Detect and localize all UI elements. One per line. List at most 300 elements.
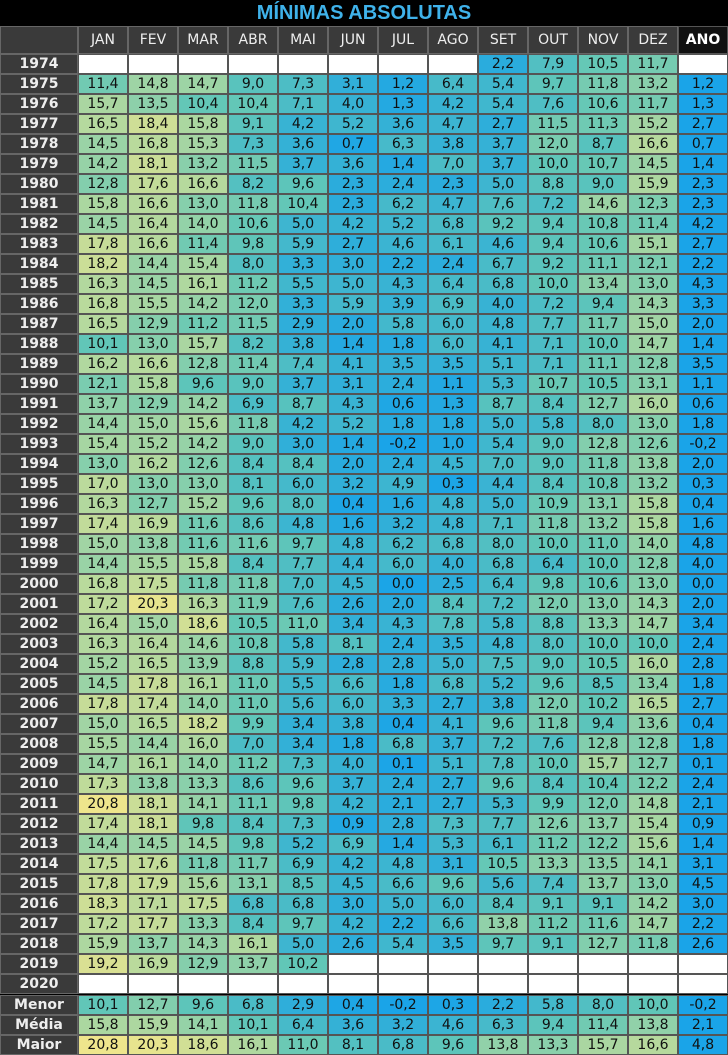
data-cell: 8,0 [528,634,578,654]
data-cell: 11,8 [528,514,578,534]
data-cell: 2,7 [328,234,378,254]
data-cell: 9,0 [578,174,628,194]
data-cell: 6,8 [378,1035,428,1055]
data-cell: 20,3 [128,1035,178,1055]
data-cell: 3,7 [428,734,478,754]
data-cell: 3,5 [378,354,428,374]
data-cell: 6,8 [478,554,528,574]
data-cell: 6,2 [378,534,428,554]
data-cell: 12,7 [578,394,628,414]
annual-min-cell: 3,1 [678,854,728,874]
data-cell: 7,6 [528,94,578,114]
row-1996-label: 1996 [0,494,78,514]
data-cell: 5,4 [478,74,528,94]
data-cell: 13,5 [128,94,178,114]
data-cell: 14,5 [78,674,128,694]
data-cell: 11,8 [228,414,278,434]
data-cell: 13,0 [628,574,678,594]
data-cell: 6,4 [278,1015,328,1035]
data-cell: 2,0 [328,314,378,334]
data-cell: 14,0 [628,534,678,554]
data-cell: 11,0 [228,674,278,694]
annual-min-cell: 1,4 [678,834,728,854]
data-cell: 14,4 [78,834,128,854]
data-cell: 8,8 [528,174,578,194]
data-cell: 10,5 [228,614,278,634]
row-2010-label: 2010 [0,774,78,794]
data-cell: 10,4 [278,194,328,214]
data-cell: 14,2 [78,154,128,174]
row-1994-label: 1994 [0,454,78,474]
data-cell: 15,2 [628,114,678,134]
data-cell: 15,7 [578,754,628,774]
data-cell: 12,7 [628,754,678,774]
data-cell: 10,7 [578,154,628,174]
data-cell: 20,3 [128,594,178,614]
data-cell: 16,5 [128,714,178,734]
data-cell: 1,3 [378,94,428,114]
row-1982-label: 1982 [0,214,78,234]
data-cell: 8,4 [228,554,278,574]
data-cell: 9,1 [528,934,578,954]
data-cell: 14,0 [178,214,228,234]
data-cell: 2,3 [328,174,378,194]
data-cell: 7,5 [478,654,528,674]
data-cell: 17,2 [78,914,128,934]
data-cell: 5,8 [278,634,328,654]
data-cell: 6,9 [228,394,278,414]
row-2016-label: 2016 [0,894,78,914]
data-cell: 8,4 [528,774,578,794]
data-cell: 2,8 [378,654,428,674]
annual-min-cell: 2,2 [678,254,728,274]
data-cell: 15,7 [178,334,228,354]
data-cell: 11,4 [78,74,128,94]
data-cell: 16,1 [228,934,278,954]
data-cell [428,54,478,74]
column-header-ago: AGO [428,26,478,54]
row-1986-label: 1986 [0,294,78,314]
data-cell: 0,4 [328,995,378,1015]
data-cell: 16,4 [78,614,128,634]
data-cell: 6,1 [428,234,478,254]
data-cell: 14,6 [178,634,228,654]
data-cell: 10,0 [628,634,678,654]
data-cell: 7,3 [228,134,278,154]
annual-min-cell: 2,0 [678,594,728,614]
data-cell: 10,0 [578,334,628,354]
annual-min-cell: 1,2 [678,74,728,94]
data-cell: -0,2 [378,434,428,454]
data-cell [78,54,128,74]
data-cell: 10,6 [578,574,628,594]
data-cell: 12,8 [178,354,228,374]
annual-min-cell: 4,2 [678,214,728,234]
data-cell: 6,8 [378,734,428,754]
data-cell: 20,8 [78,794,128,814]
data-cell: 15,8 [628,494,678,514]
data-cell: 11,8 [578,454,628,474]
chart-title: MÍNIMAS ABSOLUTAS [256,2,472,24]
data-cell: 7,7 [278,554,328,574]
data-cell: 16,2 [78,354,128,374]
row-2019-label: 2019 [0,954,78,974]
data-cell: 16,1 [178,274,228,294]
data-cell: 14,2 [178,394,228,414]
data-cell: 7,6 [478,194,528,214]
data-cell: 8,0 [228,254,278,274]
data-cell: 12,8 [628,554,678,574]
data-cell: 7,2 [528,194,578,214]
data-cell: 4,0 [428,554,478,574]
column-header-set: SET [478,26,528,54]
data-cell: 9,8 [528,574,578,594]
stat-maior-label: Maior [0,1035,78,1055]
annual-min-cell: 4,0 [678,554,728,574]
data-cell: 10,0 [528,274,578,294]
data-cell: 1,4 [378,154,428,174]
data-cell: 13,4 [628,674,678,694]
data-cell: 16,2 [128,454,178,474]
data-cell: 3,5 [428,634,478,654]
data-cell: 16,6 [128,194,178,214]
data-cell: 6,0 [378,554,428,574]
data-cell: 17,2 [78,594,128,614]
data-cell: 2,4 [428,254,478,274]
data-cell: 12,7 [128,995,178,1015]
data-cell: 8,1 [228,474,278,494]
data-cell: 14,7 [628,334,678,354]
data-cell: 15,6 [178,414,228,434]
data-cell: 14,5 [128,274,178,294]
annual-min-cell: 0,4 [678,714,728,734]
data-cell: 5,0 [328,274,378,294]
data-cell: 5,2 [328,114,378,134]
column-header-ano: ANO [678,26,728,54]
data-cell: 9,0 [528,654,578,674]
data-cell: 11,1 [578,254,628,274]
data-cell: 6,8 [428,214,478,234]
data-cell: 12,8 [628,354,678,374]
data-cell: 15,9 [128,1015,178,1035]
data-cell: 6,4 [478,574,528,594]
data-cell: 17,7 [128,914,178,934]
data-cell: 15,8 [178,114,228,134]
data-cell: 9,4 [578,294,628,314]
data-cell [578,954,628,974]
annual-min-cell: 2,7 [678,234,728,254]
data-cell: 14,1 [628,854,678,874]
data-cell: 9,1 [528,894,578,914]
data-cell: 5,8 [478,614,528,634]
data-cell: 14,4 [128,734,178,754]
row-2013-label: 2013 [0,834,78,854]
data-cell: 9,8 [278,794,328,814]
data-cell: 7,3 [278,814,328,834]
data-cell: 2,5 [428,574,478,594]
data-cell: 15,1 [628,234,678,254]
data-cell: 10,0 [528,754,578,774]
stat-menor-label: Menor [0,995,78,1015]
data-cell: 11,7 [628,54,678,74]
data-cell: 12,0 [228,294,278,314]
data-cell: 11,2 [528,914,578,934]
data-cell: 10,1 [228,1015,278,1035]
data-cell [478,954,528,974]
data-cell: 14,2 [178,294,228,314]
data-cell: 3,1 [328,74,378,94]
data-cell [628,954,678,974]
column-header-out: OUT [528,26,578,54]
data-cell: 2,3 [428,174,478,194]
data-cell: 12,1 [628,254,678,274]
data-cell: 1,3 [428,394,478,414]
data-cell: 8,7 [578,134,628,154]
data-cell: 13,3 [178,774,228,794]
data-cell: 8,8 [528,614,578,634]
row-2015-label: 2015 [0,874,78,894]
row-1977-label: 1977 [0,114,78,134]
data-cell: 16,3 [78,634,128,654]
annual-min-cell: 2,0 [678,314,728,334]
data-cell: 15,7 [78,94,128,114]
data-cell: 13,1 [228,874,278,894]
data-cell: 11,0 [278,1035,328,1055]
data-cell: 9,4 [528,1015,578,1035]
data-cell: 0,4 [378,714,428,734]
data-cell: 17,4 [128,694,178,714]
data-cell: 19,2 [78,954,128,974]
data-cell: 12,6 [528,814,578,834]
data-cell: 3,7 [278,374,328,394]
data-cell: 4,1 [328,354,378,374]
row-2012-label: 2012 [0,814,78,834]
data-cell: 7,4 [528,874,578,894]
data-cell: 11,2 [228,274,278,294]
data-cell: 10,8 [578,214,628,234]
data-cell: 13,8 [628,454,678,474]
data-cell: 4,8 [278,514,328,534]
data-cell: 10,0 [528,154,578,174]
data-cell: 11,5 [228,314,278,334]
data-cell [478,974,528,994]
data-cell: 16,0 [178,734,228,754]
annual-min-cell: 1,8 [678,734,728,754]
data-cell: 6,3 [378,134,428,154]
data-cell: 16,0 [628,394,678,414]
data-cell: 4,5 [328,574,378,594]
data-cell: 4,2 [328,214,378,234]
data-cell: 15,6 [178,874,228,894]
data-cell: 9,6 [228,494,278,514]
data-cell: 13,6 [628,714,678,734]
data-cell: 7,3 [278,74,328,94]
data-cell: 11,3 [578,114,628,134]
data-cell: 12,0 [528,694,578,714]
data-cell: 14,1 [178,794,228,814]
data-cell: 13,0 [628,414,678,434]
data-cell: 7,1 [478,514,528,534]
data-cell: 2,2 [378,914,428,934]
data-cell: 10,8 [578,474,628,494]
data-cell: 12,2 [628,774,678,794]
data-cell: 15,8 [78,1015,128,1035]
data-cell: 2,0 [378,594,428,614]
data-cell: 2,6 [328,594,378,614]
data-cell: 4,0 [328,754,378,774]
data-cell: 3,2 [328,474,378,494]
row-1985-label: 1985 [0,274,78,294]
data-cell: 4,4 [478,474,528,494]
data-cell: 11,4 [578,1015,628,1035]
data-cell: 3,6 [278,134,328,154]
data-cell: 0,0 [378,574,428,594]
data-cell: 10,0 [628,995,678,1015]
data-cell: 7,2 [478,594,528,614]
data-cell: 5,2 [478,674,528,694]
data-cell: 17,5 [128,574,178,594]
data-cell: 1,2 [378,74,428,94]
data-cell: 3,2 [378,514,428,534]
data-cell: 3,3 [278,294,328,314]
data-cell: 10,7 [528,374,578,394]
data-cell: 2,2 [478,995,528,1015]
data-cell: 5,9 [278,654,328,674]
data-cell: 10,0 [578,634,628,654]
data-cell: 1,8 [428,414,478,434]
data-cell: 14,3 [628,294,678,314]
data-cell: 7,2 [478,734,528,754]
data-cell: 14,7 [628,914,678,934]
row-2009-label: 2009 [0,754,78,774]
data-cell: 6,8 [428,674,478,694]
data-cell: 0,3 [428,995,478,1015]
annual-min-cell: 4,5 [678,874,728,894]
data-cell: 6,9 [328,834,378,854]
data-cell: 2,9 [278,995,328,1015]
data-cell: 10,9 [528,494,578,514]
data-cell: 13,7 [128,934,178,954]
data-cell: 7,0 [228,734,278,754]
data-cell: 2,0 [328,454,378,474]
data-cell: 11,8 [228,194,278,214]
data-cell: 6,8 [428,534,478,554]
column-header-nov: NOV [578,26,628,54]
data-cell: 2,8 [378,814,428,834]
annual-min-cell: 1,6 [678,514,728,534]
annual-min-cell: 2,1 [678,1015,728,1035]
data-cell: 14,2 [628,894,678,914]
data-cell: 3,7 [278,154,328,174]
data-cell: 17,5 [178,894,228,914]
data-cell: 13,3 [528,1035,578,1055]
data-cell: 16,5 [78,314,128,334]
column-header-abr: ABR [228,26,278,54]
data-cell: 2,8 [328,654,378,674]
data-cell: 2,3 [328,194,378,214]
data-cell: 14,5 [128,834,178,854]
data-cell: 12,6 [178,454,228,474]
data-cell: 3,3 [378,694,428,714]
data-cell: 12,7 [578,934,628,954]
data-cell: 3,6 [328,1015,378,1035]
data-cell: 15,6 [628,834,678,854]
data-cell: 8,0 [478,534,528,554]
data-cell: 10,0 [578,554,628,574]
data-cell: 11,2 [178,314,228,334]
annual-min-cell: 0,6 [678,394,728,414]
annual-min-cell: 0,1 [678,754,728,774]
row-1979-label: 1979 [0,154,78,174]
data-cell: 14,1 [178,1015,228,1035]
data-cell: 1,6 [328,514,378,534]
data-cell: 10,4 [178,94,228,114]
data-cell [128,974,178,994]
data-cell: 13,9 [178,654,228,674]
data-cell: 13,3 [528,854,578,874]
data-cell [528,954,578,974]
annual-min-cell: 2,7 [678,114,728,134]
annual-min-cell: 2,2 [678,914,728,934]
data-cell: 16,3 [78,494,128,514]
data-cell: 7,7 [528,314,578,334]
data-cell: 18,1 [128,154,178,174]
data-cell: 8,0 [278,494,328,514]
data-cell: 4,6 [378,234,428,254]
data-cell: 1,8 [328,734,378,754]
data-cell: 6,0 [328,694,378,714]
data-cell: 11,8 [528,714,578,734]
row-1975-label: 1975 [0,74,78,94]
data-cell: 10,1 [78,995,128,1015]
data-cell: 6,0 [428,314,478,334]
data-cell: 10,2 [278,954,328,974]
data-cell: 9,0 [228,374,278,394]
data-cell: 8,7 [478,394,528,414]
data-cell: 6,0 [428,894,478,914]
data-cell: 2,2 [478,54,528,74]
annual-min-cell [678,974,728,994]
data-cell: 4,5 [428,454,478,474]
data-cell: 17,8 [78,234,128,254]
data-cell: 12,0 [528,594,578,614]
data-cell: 17,8 [128,674,178,694]
data-cell: 15,2 [78,654,128,674]
annual-min-cell: 1,8 [678,414,728,434]
row-2014-label: 2014 [0,854,78,874]
data-cell: 3,4 [328,614,378,634]
data-cell: 5,2 [378,214,428,234]
data-cell: 9,2 [478,214,528,234]
data-cell: 10,0 [528,534,578,554]
data-cell: 0,6 [378,394,428,414]
data-cell: 6,6 [428,914,478,934]
data-cell: 9,0 [528,434,578,454]
annual-min-cell: 1,3 [678,94,728,114]
data-cell: 8,6 [228,514,278,534]
data-cell: 3,4 [278,734,328,754]
data-cell: 15,7 [578,1035,628,1055]
data-cell: 9,8 [228,234,278,254]
data-cell: 0,4 [328,494,378,514]
annual-min-cell: 4,8 [678,534,728,554]
data-cell: 8,2 [228,334,278,354]
data-cell: 15,4 [178,254,228,274]
data-cell: 13,2 [578,514,628,534]
data-cell: 11,8 [578,74,628,94]
data-cell: 4,8 [478,634,528,654]
data-cell: 6,2 [378,194,428,214]
